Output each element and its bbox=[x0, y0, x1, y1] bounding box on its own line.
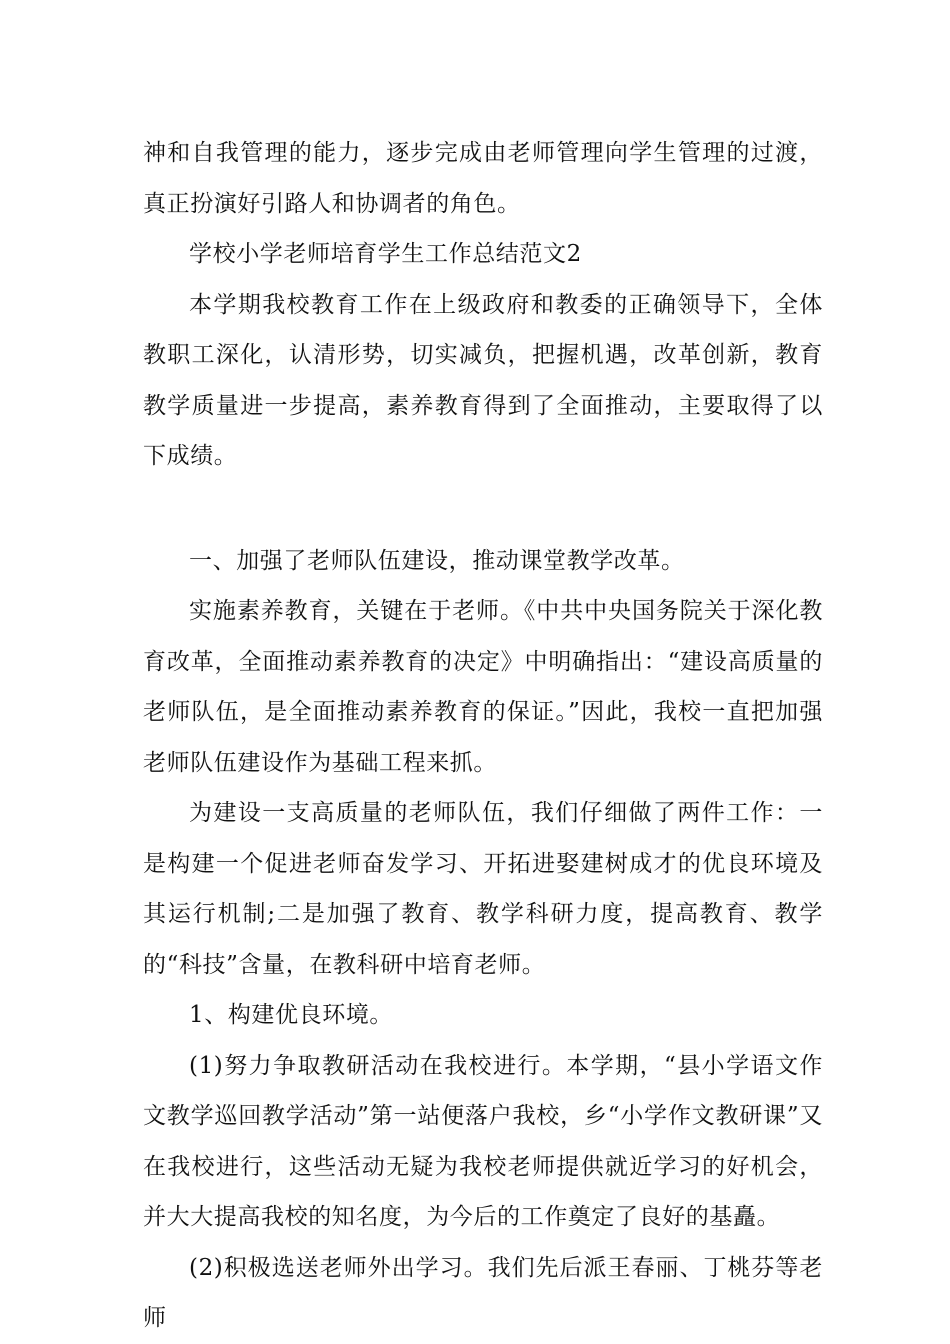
paragraph-continuation: 神和自我管理的能力，逐步完成由老师管理向学生管理的过渡，真正扮演好引路人和协调者的角色。 bbox=[143, 140, 823, 217]
paragraph-teacher-training: (2)积极选送老师外出学习。我们先后派王春丽、丁桃芬等老师 bbox=[143, 1254, 823, 1331]
paragraph-intro: 本学期我校教育工作在上级政府和教委的正确领导下，全体教职工深化，认清形势，切实减负，把握机遇，改革创新，教育教学质量进一步提高，素养教育得到了全面推动，主要取得了以下成绩。 bbox=[143, 291, 823, 469]
subheading-environment: 1、构建优良环境。 bbox=[189, 1002, 394, 1028]
heading-teacher-team: 一、加强了老师队伍建设，推动课堂教学改革。 bbox=[189, 547, 685, 574]
document-body bbox=[143, 128, 823, 1344]
section-title: 学校小学老师培育学生工作总结范文2 bbox=[189, 241, 582, 267]
paragraph-gap bbox=[143, 482, 823, 536]
paragraph-quality-education: 实施素养教育，关键在于老师。《中共中央国务院关于深化教育改革，全面推动素养教育的决定》中明确指出：“建设高质量的老师队伍，是全面推动素养教育的保证。”因此，我校一直把加强老师队伍建设作为基础工程来抓。 bbox=[143, 598, 823, 776]
paragraph-teaching-research: (1)努力争取教研活动在我校进行。本学期，“县小学语文作文教学巡回教学活动”第一站便落户我校，乡“小学作文教研课”又在我校进行，这些活动无疑为我校老师提供就近学习的好机会，并大大提高我校的知名度，为今后的工作奠定了良好的基矗。 bbox=[143, 1052, 823, 1230]
paragraph-two-tasks: 为建设一支高质量的老师队伍，我们仔细做了两件工作：一是构建一个促进老师奋发学习、开拓进娶建树成才的优良环境及其运行机制;二是加强了教育、教学科研力度，提高教育、教学的“科技”含量，在教科研中培育老师。 bbox=[143, 800, 823, 978]
